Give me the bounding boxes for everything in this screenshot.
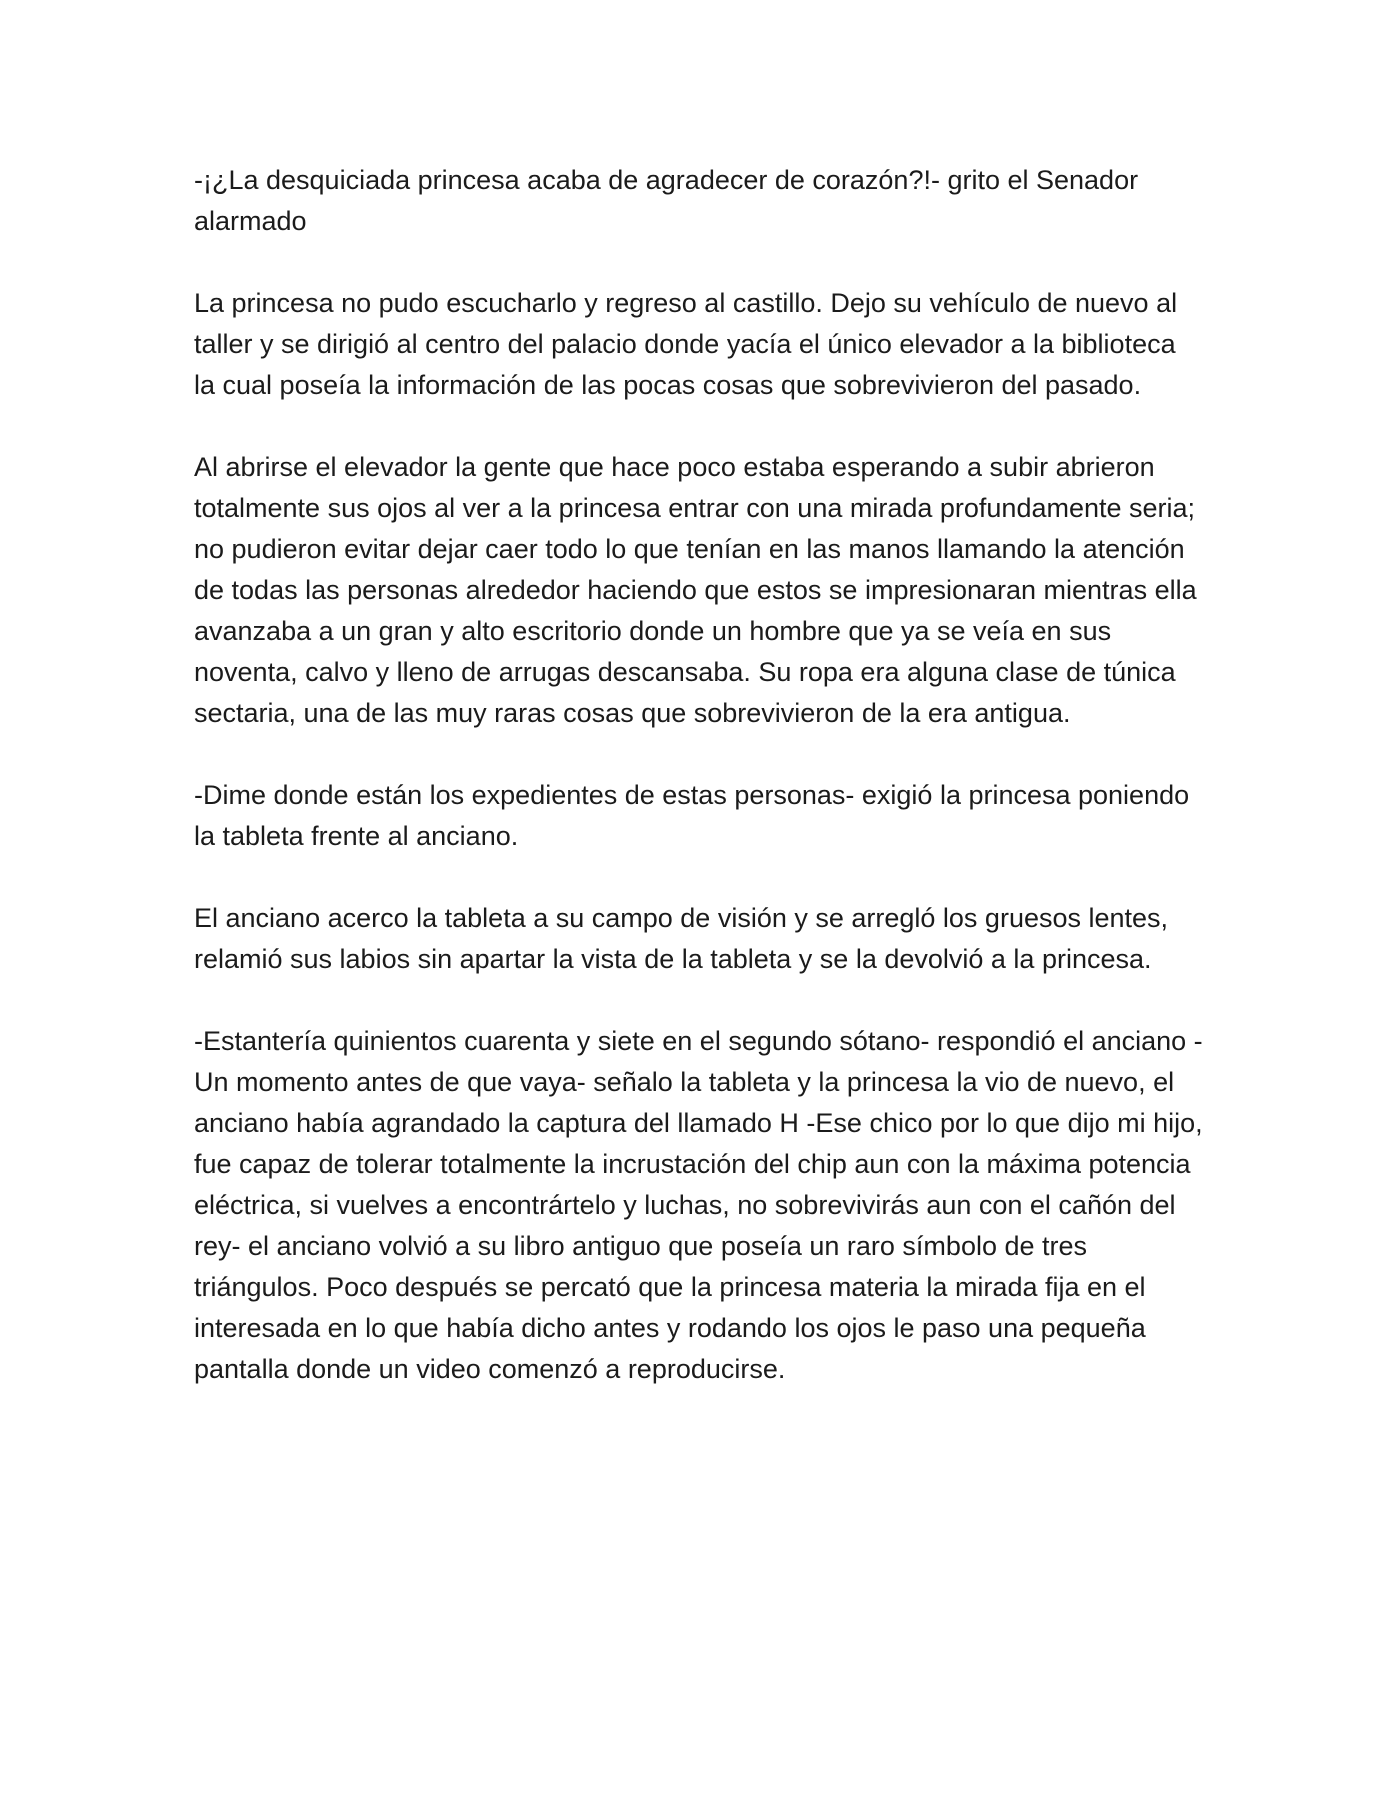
paragraph-senator-shout: -¡¿La desquiciada princesa acaba de agradecer de corazón?!- grito el Senador alarmado (194, 165, 1139, 236)
paragraph-elevator: Al abrirse el elevador la gente que hace poco estaba esperando a subir abrieron totalmente sus ojos al ver a la princesa entrar con una mirada profundamente seria; no pudieron evitar dejar caer todo lo que tenían en las manos llamando la atención de todas las personas alrededor haciendo que estos se impresionaran mientras ella avanzaba a un gran y alto escritorio donde un hombre que ya se veía en sus noventa, calvo y lleno de arrugas descansaba. Su ropa era alguna clase de túnica sectaria, una de las muy raras cosas que sobrevivieron de la era antigua. (194, 452, 1197, 728)
document-body (194, 160, 1204, 1390)
paragraph-return-castle: La princesa no pudo escucharlo y regreso al castillo. Dejo su vehículo de nuevo al taller y se dirigió al centro del palacio donde yacía el único elevador a la biblioteca la cual poseía la información de las pocas cosas que sobrevivieron del pasado. (194, 288, 1178, 400)
paragraph-demand-files: -Dime donde están los expedientes de estas personas- exigió la princesa poniendo la tableta frente al anciano. (194, 780, 1190, 851)
paragraph-shelf-answer: -Estantería quinientos cuarenta y siete en el segundo sótano- respondió el anciano -Un momento antes de que vaya- señalo la tableta y la princesa la vio de nuevo, el anciano había agrandado la captura del llamado H -Ese chico por lo que dijo mi hijo, fue capaz de tolerar totalmente la incrustación del chip aun con la máxima potencia eléctrica, si vuelves a encontrártelo y luchas, no sobrevivirás aun con el cañón del rey- el anciano volvió a su libro antiguo que poseía un raro símbolo de tres triángulos. Poco después se percató que la princesa materia la mirada fija en el interesada en lo que había dicho antes y rodando los ojos le paso una pequeña pantalla donde un video comenzó a reproducirse. (194, 1026, 1203, 1384)
paragraph-old-man-tablet: El anciano acerco la tableta a su campo de visión y se arregló los gruesos lentes, relamió sus labios sin apartar la vista de la tableta y se la devolvió a la princesa. (194, 903, 1169, 974)
